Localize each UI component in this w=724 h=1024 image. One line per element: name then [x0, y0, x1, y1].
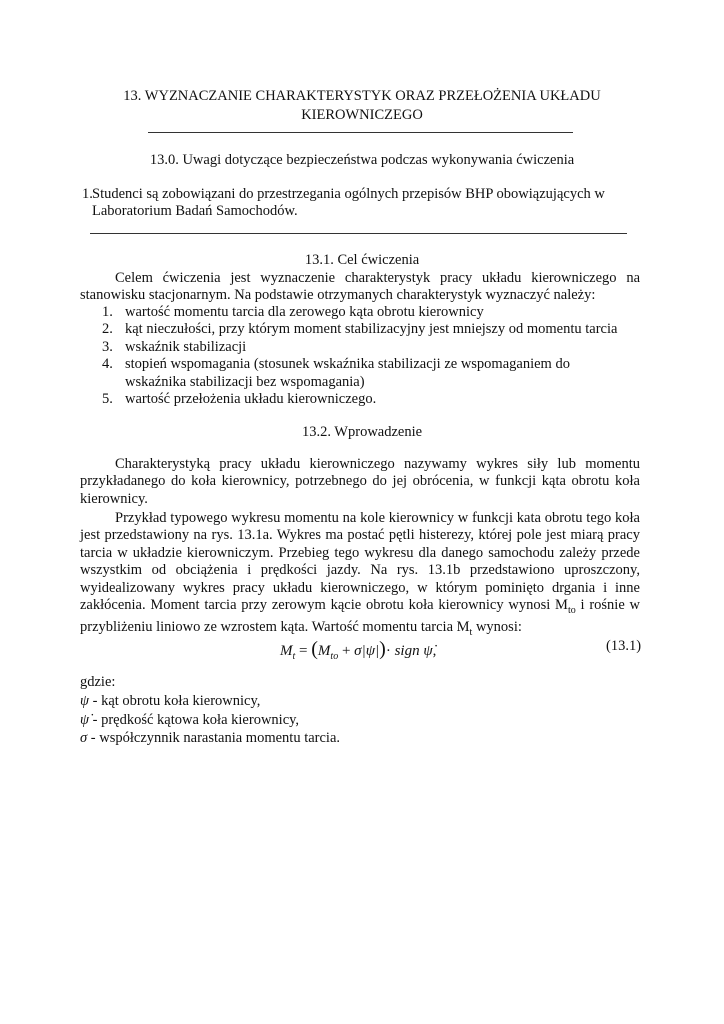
goal-intro: Celem ćwiczenia jest wyznaczenie charakterystyk pracy układu kierowniczego na stanowisku stacjonarnym. Na podstawie otrzymanych charakterystyk wyznaczyć należy: [80, 270, 640, 304]
list-item: 2. kąt nieczułości, przy którym moment stabilizacyjny jest mniejszy od momentu tarcia [102, 321, 618, 338]
intro-heading: 13.2. Wprowadzenie [301, 424, 423, 440]
safety-heading: 13.0. Uwagi dotyczące bezpieczeństwa podczas wykonywania ćwiczenia [149, 152, 575, 168]
where-label: gdzie: [80, 674, 116, 690]
list-item: σ - współczynnik narastania momentu tarcia. [80, 730, 341, 746]
formula-number: (13.1) [606, 638, 642, 654]
goal-list [102, 304, 632, 408]
safety-item [82, 186, 642, 221]
formula-13-1: $M_t = (M_{to} + \sigma|\psi|)\cdot$ sign ψ̇, [280, 638, 437, 662]
list-item: 3. wskaźnik stabilizacji [102, 338, 247, 355]
list-item: ψ - kąt obrotu koła kierownicy, [80, 693, 261, 709]
list-item: ψ̇ - prędkość kątowa koła kierownicy, [80, 711, 300, 728]
where-list [80, 692, 340, 748]
intro-paragraph-1: Charakterystyką pracy układu kierowniczego nazywamy wykres siły lub momentu przykładanego do koła kierownicy, potrzebnego do jej obrócenia, w funkcji kąta obrotu koła kierownicy. [80, 456, 640, 507]
goal-heading: 13.1. Cel ćwiczenia [304, 252, 420, 268]
safety-item-text: Studenci są zobowiązani do przestrzegania ogólnych przepisów BHP obowiązujących w Laboratorium Badań Samochodów. [92, 186, 605, 220]
title-divider [148, 132, 573, 133]
intro-paragraph-2: Przykład typowego wykresu momentu na kole kierownicy w funkcji kata obrotu tego koła jest przedstawiony na rys. 13.1a. Wykres ma postać pętli histerezy, której pole jest miarą pracy tarcia w układzie kierowniczym. Przebieg tego wykresu dla danego samochodu zależy przede wszystkim od obciążenia i prędkości jazdy. Na rys. 13.1b przedstawiono uproszczony, wyidealizowany wykres pracy układu kierowniczego, w którym pominięto drgania i inne zakłócenia. Moment tarcia przy zerowym kącie obrotu koła kierownicy wynosi $M_{to}$ i rośnie w przybliżeniu liniowo ze wzrostem kąta. Wartość momentu tarcia $M_t$ wynosi: [80, 510, 641, 639]
list-item: 1. wartość momentu tarcia dla zerowego kąta obrotu kierownicy [102, 304, 484, 320]
list-item: 4. stopień wspomagania (stosunek wskaźnika stabilizacji ze wspomaganiem do wskaźnika stabilizacji bez wspomagania) [102, 356, 570, 390]
safety-item-number: 1. [82, 186, 93, 202]
list-item: 5. wartość przełożenia układu kierowniczego. [102, 391, 377, 408]
safety-divider [90, 233, 627, 234]
document-title: 13. WYZNACZANIE CHARAKTERYSTYK ORAZ PRZEŁOŻENIA UKŁADU KIEROWNICZEGO [123, 88, 601, 123]
